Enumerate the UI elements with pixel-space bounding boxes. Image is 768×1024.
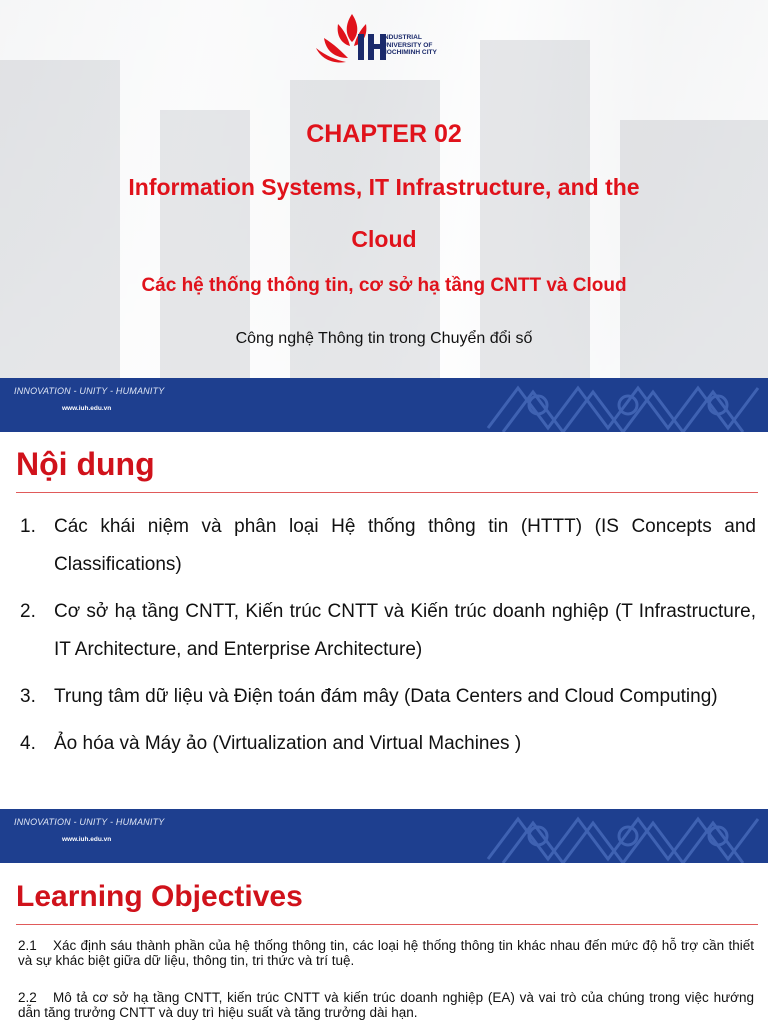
course-subtitle: Công nghệ Thông tin trong Chuyển đổi số (235, 330, 533, 347)
chapter-title-line1: Information Systems, IT Infrastructure, and the (128, 174, 640, 200)
learning-objectives-title: Learning Objectives (16, 880, 303, 913)
list-item (20, 725, 756, 763)
list-item-text: Các khái niệm và phân loại Hệ thống thông tin (HTTT) (IS Concepts and Classifications) (54, 516, 756, 575)
title-slide (0, 0, 768, 378)
footer-pattern-graphic (478, 809, 768, 863)
background-building (480, 40, 590, 378)
list-item (20, 508, 756, 584)
list-item (20, 678, 756, 716)
list-item-number: 2. (20, 601, 36, 622)
list-item (20, 593, 756, 669)
footer-motto: INNOVATION - UNITY - HUMANITY (14, 386, 165, 396)
logo-wordmark: INDUSTRIAL UNIVERSITY OF HOCHIMINH CITY (382, 34, 437, 57)
list-item-number: 4. (20, 733, 36, 754)
contents-title: Nội dung (16, 446, 155, 482)
objective-item (18, 990, 754, 1020)
objective-code: 2.2 (18, 990, 37, 1005)
title-divider (16, 492, 758, 493)
list-item-text: Trung tâm dữ liệu và Điện toán đám mây (Data Centers and Cloud Computing) (54, 686, 718, 707)
chapter-title-line2: Cloud (351, 226, 417, 252)
title-divider (16, 924, 758, 925)
objective-code: 2.1 (18, 938, 37, 953)
objective-text: Xác định sáu thành phần của hệ thống thông tin, các loại hệ thống thông tin khác nhau đến mức độ hỗ trợ cần thiết và sự khác biệt giữa dữ liệu, thông tin, tri thức và trí tuệ. (18, 938, 754, 968)
list-item-text: Ảo hóa và Máy ảo (Virtualization and Virtual Machines ) (54, 733, 522, 754)
chapter-title-vietnamese: Các hệ thống thông tin, cơ sở hạ tầng CNTT và Cloud (141, 275, 627, 296)
objective-item (18, 938, 754, 968)
list-item-text: Cơ sở hạ tầng CNTT, Kiến trúc CNTT và Kiến trúc doanh nghiệp (T Infrastructure, IT Architecture, and Enterprise Architecture) (54, 601, 756, 660)
objective-text: Mô tả cơ sở hạ tầng CNTT, kiến trúc CNTT và kiến trúc doanh nghiệp (EA) và vai trò của chúng trong việc hướng dẫn tăng trưởng CNTT và duy trì hiệu suất và tăng trưởng dài hạn. (18, 990, 754, 1020)
footer-band (0, 809, 768, 863)
list-item-number: 1. (20, 516, 36, 537)
contents-list (20, 508, 756, 772)
footer-url: www.iuh.edu.vn (62, 405, 112, 412)
footer-url: www.iuh.edu.vn (62, 836, 112, 843)
footer-pattern-graphic (478, 378, 768, 432)
chapter-label: CHAPTER 02 (306, 120, 462, 148)
list-item-number: 3. (20, 686, 36, 707)
footer-motto: INNOVATION - UNITY - HUMANITY (14, 817, 165, 827)
footer-band (0, 378, 768, 432)
